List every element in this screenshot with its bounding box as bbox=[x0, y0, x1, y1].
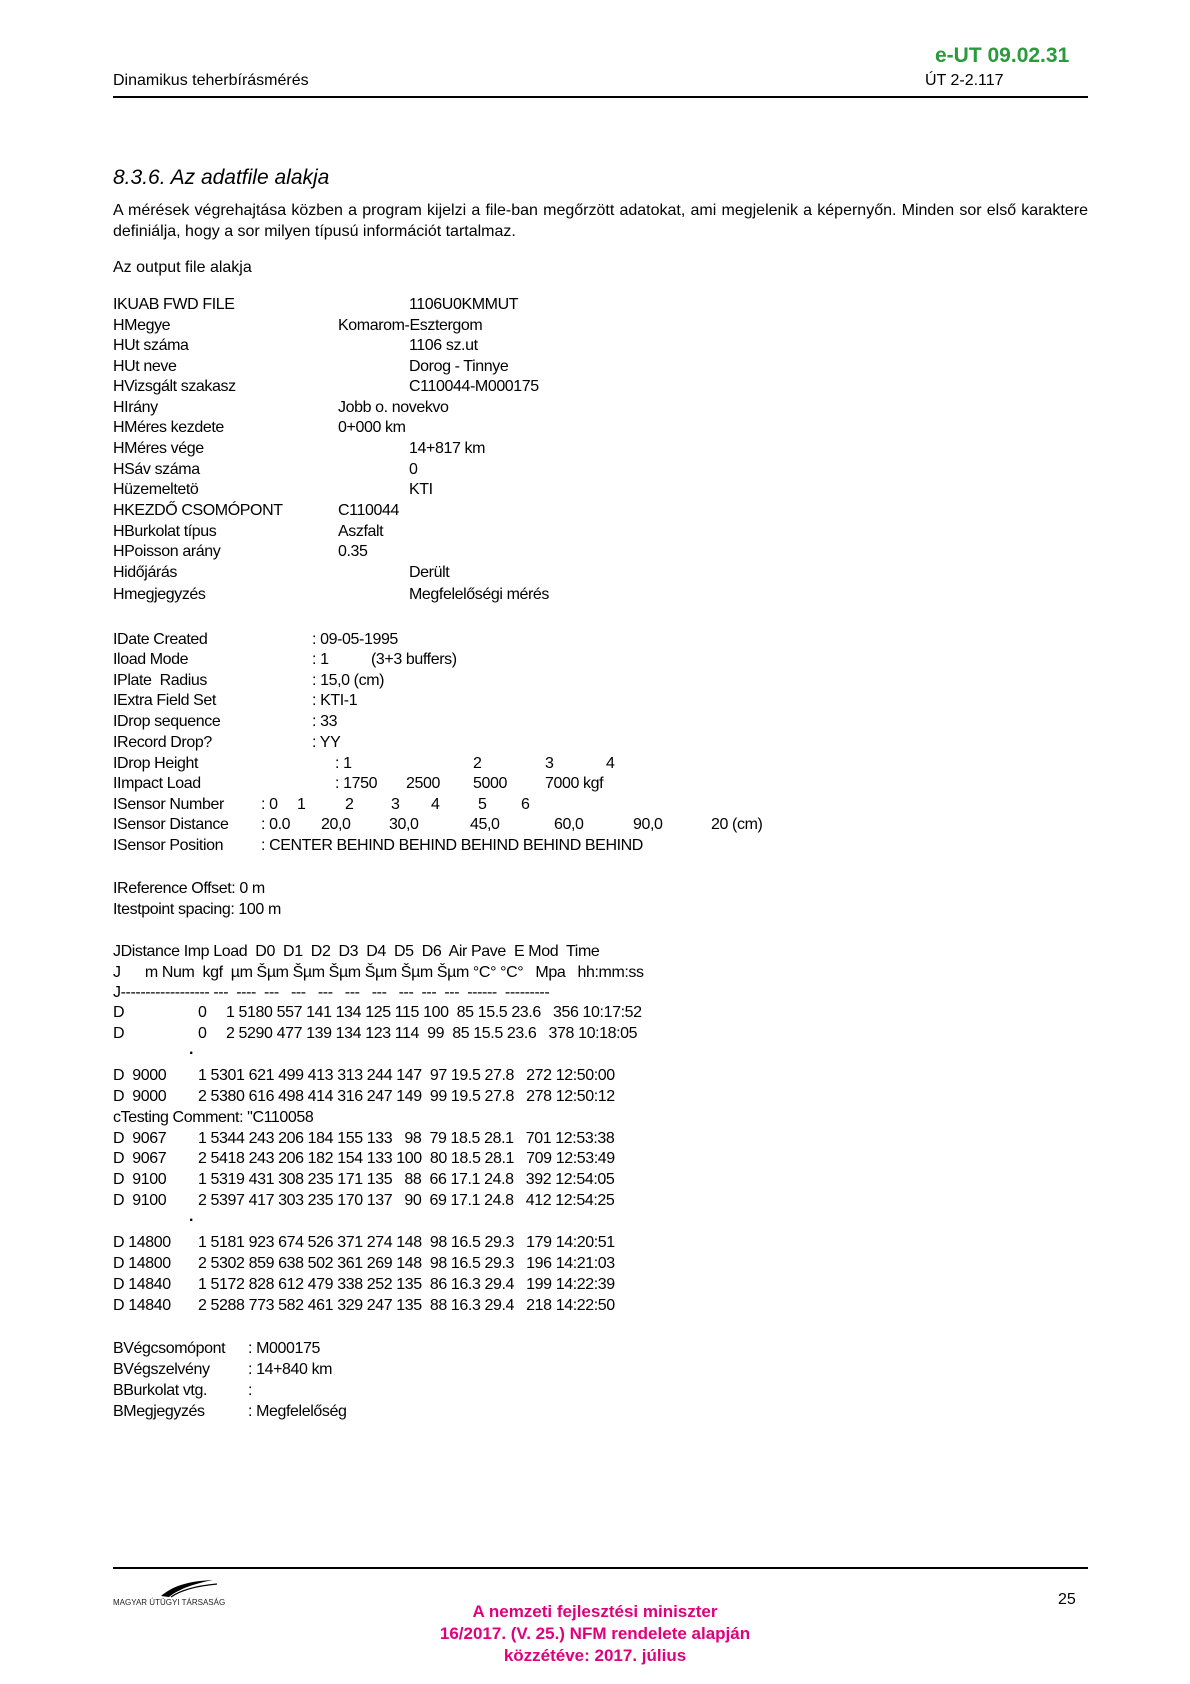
file-line-cell: 1 5181 923 674 526 371 274 148 98 16.5 29.3 179 14:20:51 bbox=[198, 1234, 615, 1251]
file-line-cell: HMegye bbox=[113, 317, 171, 334]
file-line-cell: 1 5172 828 612 479 338 252 135 86 16.3 29.4 199 14:22:39 bbox=[198, 1276, 615, 1293]
file-line-cell: HMéres kezdete bbox=[113, 419, 224, 436]
file-line-cell: HVizsgált szakasz bbox=[113, 378, 236, 395]
file-line-cell: D 9067 bbox=[113, 1130, 167, 1147]
file-line-cell: IKUAB FWD FILE bbox=[113, 296, 235, 313]
file-line-cell: : 09-05-1995 bbox=[312, 631, 398, 648]
file-line-cell: 2 5302 859 638 502 361 269 148 98 16.5 29.3 196 14:21:03 bbox=[198, 1255, 615, 1272]
file-line-cell: IDrop sequence bbox=[113, 713, 221, 730]
output-label: Az output file alakja bbox=[113, 259, 252, 276]
file-line-cell: Megfelelőségi mérés bbox=[409, 586, 550, 603]
file-line-cell: 2 5397 417 303 235 170 137 90 69 17.1 24.8 412 12:54:25 bbox=[198, 1192, 615, 1209]
file-line-cell: D 9000 bbox=[113, 1067, 167, 1084]
header-divider bbox=[113, 96, 1088, 98]
file-line-cell: BVégcsomópont bbox=[113, 1340, 226, 1357]
logo-text: MAGYAR ÚTÜGYI TÁRSASÁG bbox=[113, 1598, 226, 1607]
file-line-cell: D 14840 bbox=[113, 1297, 171, 1314]
file-line-cell: 2500 bbox=[406, 775, 440, 792]
file-line-cell: 1 bbox=[297, 796, 306, 813]
file-line-cell: HPoisson arány bbox=[113, 543, 221, 560]
file-line-cell: : 1 bbox=[312, 651, 329, 668]
file-line-cell: : KTI-1 bbox=[312, 692, 358, 709]
file-line-cell: 20 (cm) bbox=[711, 816, 763, 833]
file-line-cell: Iload Mode bbox=[113, 651, 189, 668]
file-line-cell: : 1750 bbox=[335, 775, 378, 792]
file-line-cell: 1 5319 431 308 235 171 135 88 66 17.1 24.8 392 12:54:05 bbox=[198, 1171, 615, 1188]
file-line-cell: ISensor Distance bbox=[113, 816, 229, 833]
file-line-cell: Hüzemeltetö bbox=[113, 481, 199, 498]
file-line-cell: D 9067 bbox=[113, 1150, 167, 1167]
file-line-cell: : CENTER BEHIND BEHIND BEHIND BEHIND BEHIND bbox=[261, 837, 643, 854]
file-line-cell: IPlate Radius bbox=[113, 672, 208, 689]
file-line-cell: 3 bbox=[391, 796, 400, 813]
document-code: e-UT 09.02.31 bbox=[935, 44, 1070, 67]
file-line-cell: : 33 bbox=[312, 713, 338, 730]
running-title: Dinamikus teherbírásmérés bbox=[113, 72, 309, 89]
file-line-cell: IReference Offset: 0 m bbox=[113, 880, 265, 897]
file-line-cell: 5 bbox=[478, 796, 487, 813]
file-line-cell: Komarom-Esztergom bbox=[338, 317, 483, 334]
file-line-cell: C110044-M000175 bbox=[409, 378, 539, 395]
file-line-cell: 0+000 km bbox=[338, 419, 406, 436]
file-line-cell: : 14+840 km bbox=[248, 1361, 333, 1378]
file-line-cell: J m Num kgf µm Šµm Šµm Šµm Šµm Šµm Šµm °C° °C° Mpa hh:mm:ss bbox=[113, 964, 644, 981]
publication-line-3: közzétéve: 2017. július bbox=[503, 1646, 687, 1665]
file-line-cell: BMegjegyzés bbox=[113, 1403, 205, 1420]
file-line-cell: D bbox=[113, 1025, 125, 1042]
section-heading: 8.3.6. Az adatfile alakja bbox=[113, 166, 330, 189]
file-line-cell: Jobb o. novekvo bbox=[338, 399, 449, 416]
file-line-cell: 0 bbox=[198, 1025, 207, 1042]
society-logo bbox=[113, 1578, 253, 1605]
file-line-cell: IRecord Drop? bbox=[113, 734, 212, 751]
file-line-cell: . bbox=[189, 1041, 194, 1058]
file-line-cell: HUt száma bbox=[113, 337, 189, 354]
file-line-cell: 7000 kgf bbox=[545, 775, 604, 792]
standard-number: ÚT 2-2.117 bbox=[925, 72, 1004, 89]
file-line-cell: BBurkolat vtg. bbox=[113, 1382, 208, 1399]
file-line-cell: Aszfalt bbox=[338, 523, 384, 540]
file-line-cell: : 1 bbox=[335, 755, 352, 772]
file-line-cell: 45,0 bbox=[470, 816, 500, 833]
file-line-cell: IDate Created bbox=[113, 631, 208, 648]
file-line-cell: D 9000 bbox=[113, 1088, 167, 1105]
file-line-cell: : 0.0 bbox=[261, 816, 291, 833]
file-line-cell: Hmegjegyzés bbox=[113, 586, 206, 603]
file-line-cell: Itestpoint spacing: 100 m bbox=[113, 901, 281, 918]
file-line-cell: 1 5180 557 141 134 125 115 100 85 15.5 23.6 356 10:17:52 bbox=[226, 1004, 642, 1021]
file-line-cell: IImpact Load bbox=[113, 775, 201, 792]
file-line-cell: 20,0 bbox=[321, 816, 351, 833]
file-line-cell: 3 bbox=[545, 755, 554, 772]
file-line-cell: 4 bbox=[431, 796, 440, 813]
file-line-cell: 0 bbox=[409, 461, 418, 478]
file-line-cell: JDistance Imp Load D0 D1 D2 D3 D4 D5 D6 Air Pave E Mod Time bbox=[113, 943, 600, 960]
file-line-cell: ISensor Position bbox=[113, 837, 224, 854]
file-line-cell: 1106U0KMMUT bbox=[409, 296, 519, 313]
file-line-cell: 0.35 bbox=[338, 543, 368, 560]
file-line-cell: 6 bbox=[521, 796, 530, 813]
file-line-cell: cTesting Comment: "C110058 bbox=[113, 1109, 314, 1126]
file-line-cell: D 14800 bbox=[113, 1255, 171, 1272]
file-line-cell: IDrop Height bbox=[113, 755, 199, 772]
file-line-cell: 2 5418 243 206 182 154 133 100 80 18.5 28.1 709 12:53:49 bbox=[198, 1150, 615, 1167]
file-line-cell: . bbox=[189, 1208, 194, 1225]
file-line-cell: 1 5344 243 206 184 155 133 98 79 18.5 28.1 701 12:53:38 bbox=[198, 1130, 615, 1147]
file-line-cell: 30,0 bbox=[389, 816, 419, 833]
file-line-cell: HBurkolat típus bbox=[113, 523, 217, 540]
file-line-cell: 4 bbox=[606, 755, 615, 772]
file-line-cell: IExtra Field Set bbox=[113, 692, 216, 709]
file-line-cell: Derült bbox=[409, 564, 450, 581]
file-line-cell: : M000175 bbox=[248, 1340, 321, 1357]
file-line-cell: D 9100 bbox=[113, 1192, 167, 1209]
file-line-cell: 2 bbox=[473, 755, 482, 772]
file-line-cell: 60,0 bbox=[554, 816, 584, 833]
file-line-cell: HUt neve bbox=[113, 358, 177, 375]
file-line-cell: 5000 bbox=[473, 775, 507, 792]
intro-paragraph: A mérések végrehajtása közben a program kijelzi a file-ban megőrzött adatokat, ami megjelenik a képernyőn. Minden sor első karaktere definiálja, hogy a sor milyen típusú információt tartalmaz. bbox=[113, 202, 1088, 240]
file-line-cell: (3+3 buffers) bbox=[371, 651, 457, 668]
road-logo-icon bbox=[113, 1578, 253, 1600]
file-line-cell: D 14800 bbox=[113, 1234, 171, 1251]
file-line-cell: 2 5288 773 582 461 329 247 135 88 16.3 29.4 218 14:22:50 bbox=[198, 1297, 615, 1314]
file-line-cell: : 0 bbox=[261, 796, 278, 813]
file-line-cell: : Megfelelőség bbox=[248, 1403, 347, 1420]
file-line-cell: 2 bbox=[345, 796, 354, 813]
page-number: 25 bbox=[1058, 1591, 1076, 1608]
file-line-cell: D 14840 bbox=[113, 1276, 171, 1293]
file-line-cell: KTI bbox=[409, 481, 433, 498]
file-line-cell: 0 bbox=[198, 1004, 207, 1021]
file-line-cell: Dorog - Tinnye bbox=[409, 358, 509, 375]
publication-line-1: A nemzeti fejlesztési miniszter bbox=[472, 1602, 718, 1621]
file-line-cell: : 15,0 (cm) bbox=[312, 672, 385, 689]
file-line-cell: 1 5301 621 499 413 313 244 147 97 19.5 27.8 272 12:50:00 bbox=[198, 1067, 615, 1084]
file-line-cell: 14+817 km bbox=[409, 440, 486, 457]
file-line-cell: D bbox=[113, 1004, 125, 1021]
file-line-cell: ISensor Number bbox=[113, 796, 224, 813]
file-line-cell: HSáv száma bbox=[113, 461, 200, 478]
file-line-cell: HIrány bbox=[113, 399, 158, 416]
file-line-cell: J------------------ --- ---- --- --- --- --- --- --- --- --- ------ --------- bbox=[113, 984, 550, 1001]
file-line-cell: C110044 bbox=[338, 502, 399, 519]
file-line-cell: BVégszelvény bbox=[113, 1361, 210, 1378]
file-line-cell: 2 5380 616 498 414 316 247 149 99 19.5 27.8 278 12:50:12 bbox=[198, 1088, 615, 1105]
publication-line-2: 16/2017. (V. 25.) NFM rendelete alapján bbox=[439, 1624, 751, 1643]
file-line-cell: Hidőjárás bbox=[113, 564, 177, 581]
file-line-cell: HMéres vége bbox=[113, 440, 204, 457]
file-line-cell: : bbox=[248, 1382, 253, 1399]
file-line-cell: 2 5290 477 139 134 123 114 99 85 15.5 23.6 378 10:18:05 bbox=[226, 1025, 638, 1042]
file-line-cell: HKEZDŐ CSOMÓPONT bbox=[113, 502, 283, 519]
file-line-cell: D 9100 bbox=[113, 1171, 167, 1188]
file-line-cell: 90,0 bbox=[633, 816, 663, 833]
file-line-cell: : YY bbox=[312, 734, 341, 751]
footer-divider bbox=[113, 1567, 1088, 1569]
file-line-cell: 1106 sz.ut bbox=[409, 337, 478, 354]
